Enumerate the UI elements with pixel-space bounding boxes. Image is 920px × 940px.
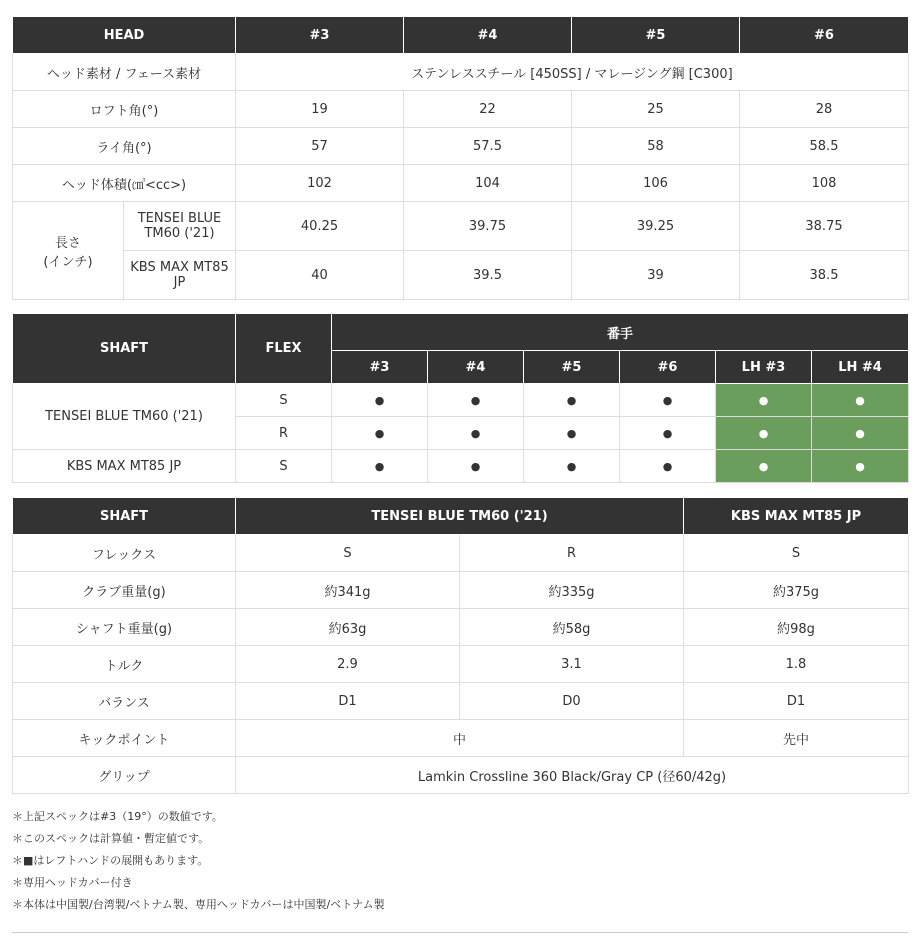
club-weight-value: 約335g [460, 572, 684, 609]
volume-value: 106 [572, 165, 740, 202]
flex-row-kbs-s [13, 450, 909, 483]
length-label-line1: 長さ [54, 235, 81, 251]
material-label: ヘッド素材 / フェース素材 [13, 54, 236, 91]
lie-value: 58.5 [740, 128, 909, 165]
availability-mark: ● [524, 384, 620, 417]
shaft-weight-label: シャフト重量(g) [13, 609, 236, 646]
number-col-5: #5 [524, 351, 620, 384]
flex-row-tensei-s [13, 384, 909, 417]
shaft-weight-value: 約98g [684, 609, 909, 646]
availability-mark: ● [524, 417, 620, 450]
length-value: 39.25 [572, 202, 740, 251]
flex-value: S [236, 450, 332, 483]
grip-value: Lamkin Crossline 360 Black/Gray CP (径60/42g) [236, 757, 909, 794]
torque-value: 2.9 [236, 646, 460, 683]
material-row [13, 54, 909, 91]
kickpoint-value: 先中 [684, 720, 909, 757]
torque-row [13, 646, 909, 683]
flex-header-row [13, 314, 909, 351]
flex-value: S [236, 384, 332, 417]
flex-spec-value: S [236, 535, 460, 572]
availability-mark: ● [332, 450, 428, 483]
length-value: 39.75 [404, 202, 572, 251]
length-value: 39.5 [404, 251, 572, 300]
number-col-4: #4 [428, 351, 524, 384]
kickpoint-value: 中 [236, 720, 684, 757]
length-row-tensei [13, 202, 909, 251]
club-weight-value: 約375g [684, 572, 909, 609]
loft-value: 25 [572, 91, 740, 128]
lefthand-mark: ● [812, 384, 909, 417]
availability-mark: ● [428, 450, 524, 483]
number-col-lh4: LH #4 [812, 351, 909, 384]
volume-value: 104 [404, 165, 572, 202]
availability-mark: ● [428, 417, 524, 450]
balance-value: D1 [684, 683, 909, 720]
note-item: ＊専用ヘッドカバー付き [12, 876, 133, 889]
availability-mark: ● [620, 417, 716, 450]
availability-mark: ● [428, 384, 524, 417]
lefthand-mark: ● [812, 417, 909, 450]
availability-mark: ● [620, 450, 716, 483]
bottom-divider [12, 932, 908, 933]
length-value: 40 [236, 251, 404, 300]
spec-notes [12, 806, 385, 916]
kickpoint-row [13, 720, 909, 757]
flex-value: R [236, 417, 332, 450]
column-header-5: #5 [572, 17, 740, 54]
availability-mark: ● [620, 384, 716, 417]
loft-value: 28 [740, 91, 909, 128]
volume-value: 102 [236, 165, 404, 202]
lie-value: 57.5 [404, 128, 572, 165]
balance-value: D1 [236, 683, 460, 720]
number-col-3: #3 [332, 351, 428, 384]
head-header-row [13, 17, 909, 54]
lefthand-mark: ● [716, 417, 812, 450]
flex-header: FLEX [236, 314, 332, 384]
note-item: ＊本体は中国製/台湾製/ベトナム製、専用ヘッドカバーは中国製/ベトナム製 [12, 898, 385, 911]
shaft-name: KBS MAX MT85 JP [13, 450, 236, 483]
shaft-spec-table [12, 497, 909, 794]
shaft-weight-value: 約63g [236, 609, 460, 646]
shaft-spec-header-row [13, 498, 909, 535]
loft-value: 22 [404, 91, 572, 128]
lefthand-mark: ● [716, 450, 812, 483]
torque-label: トルク [13, 646, 236, 683]
length-row-kbs [13, 251, 909, 300]
balance-label: バランス [13, 683, 236, 720]
lie-value: 58 [572, 128, 740, 165]
number-header: 番手 [332, 314, 909, 351]
balance-value: D0 [460, 683, 684, 720]
shaft-weight-row [13, 609, 909, 646]
availability-mark: ● [332, 417, 428, 450]
torque-value: 1.8 [684, 646, 909, 683]
flex-spec-value: S [684, 535, 909, 572]
torque-value: 3.1 [460, 646, 684, 683]
lefthand-mark: ● [812, 450, 909, 483]
loft-value: 19 [236, 91, 404, 128]
length-value: 38.75 [740, 202, 909, 251]
length-value: 40.25 [236, 202, 404, 251]
availability-mark: ● [524, 450, 620, 483]
number-col-6: #6 [620, 351, 716, 384]
volume-row [13, 165, 909, 202]
club-weight-label: クラブ重量(g) [13, 572, 236, 609]
length-shaft-name: KBS MAX MT85 JP [124, 251, 236, 300]
club-weight-row [13, 572, 909, 609]
head-spec-table [12, 16, 909, 300]
column-header-6: #6 [740, 17, 909, 54]
club-weight-value: 約341g [236, 572, 460, 609]
length-shaft-name: TENSEI BLUE TM60 ('21) [124, 202, 236, 251]
shaft-spec-header: SHAFT [13, 498, 236, 535]
flex-spec-value: R [460, 535, 684, 572]
grip-row [13, 757, 909, 794]
note-item: ＊上記スペックは#3（19°）の数値です。 [12, 810, 223, 823]
column-header-4: #4 [404, 17, 572, 54]
length-value: 39 [572, 251, 740, 300]
balance-row [13, 683, 909, 720]
lie-value: 57 [236, 128, 404, 165]
kickpoint-label: キックポイント [13, 720, 236, 757]
grip-label: グリップ [13, 757, 236, 794]
kbs-header: KBS MAX MT85 JP [684, 498, 909, 535]
shaft-weight-value: 約58g [460, 609, 684, 646]
note-item: ＊このスペックは計算値・暫定値です。 [12, 832, 210, 845]
flex-spec-label: フレックス [13, 535, 236, 572]
flex-spec-row [13, 535, 909, 572]
loft-row [13, 91, 909, 128]
number-col-lh3: LH #3 [716, 351, 812, 384]
volume-value: 108 [740, 165, 909, 202]
column-header-3: #3 [236, 17, 404, 54]
shaft-flex-table [12, 313, 909, 483]
tensei-header: TENSEI BLUE TM60 ('21) [236, 498, 684, 535]
head-header: HEAD [13, 17, 236, 54]
shaft-header: SHAFT [13, 314, 236, 384]
length-label-line2: (インチ) [43, 254, 93, 270]
note-item: ＊■はレフトハンドの展開もあります。 [12, 854, 209, 867]
material-value: ステンレススチール [450SS] / マレージング鋼 [C300] [236, 54, 909, 91]
lie-label: ライ角(°) [13, 128, 236, 165]
length-value: 38.5 [740, 251, 909, 300]
availability-mark: ● [332, 384, 428, 417]
volume-label: ヘッド体積(㎤<cc>) [13, 165, 236, 202]
shaft-name: TENSEI BLUE TM60 ('21) [13, 384, 236, 450]
lefthand-mark: ● [716, 384, 812, 417]
length-label [13, 202, 124, 300]
loft-label: ロフト角(°) [13, 91, 236, 128]
lie-row [13, 128, 909, 165]
